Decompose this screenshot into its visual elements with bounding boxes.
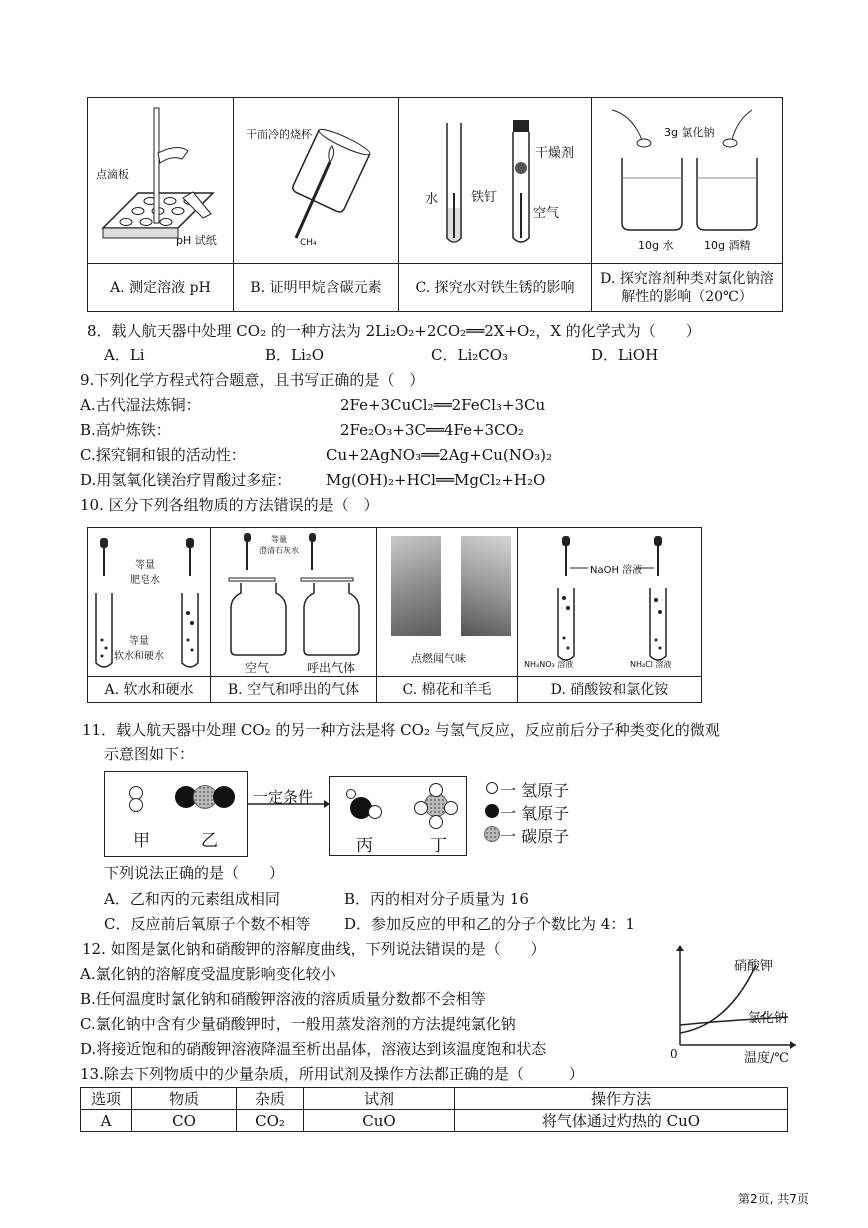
reactants-box <box>104 771 248 857</box>
q11-option-d: D．参加反应的甲和乙的分子个数比为 4：1 <box>344 915 635 933</box>
q12-stem: 12. 如图是氯化钠和硝酸钾的溶解度曲线，下列说法错误的是（ ） <box>82 940 546 958</box>
q13-stem: 13.除去下列物质中的少量杂质，所用试剂及操作方法都正确的是（ ） <box>80 1065 584 1083</box>
iron-rust-illustration <box>399 98 591 263</box>
wool-burning-photo <box>461 536 511 636</box>
table-row <box>81 1110 788 1132</box>
caption-b: B. 证明甲烷含碳元素 <box>234 264 399 312</box>
q10-figure-b <box>211 528 377 677</box>
soft-hard-water-label: 等量 软水和硬水 <box>114 636 164 662</box>
reactant-label-yi: 乙 <box>201 831 218 851</box>
kno3-curve-label: 硝酸钾 <box>734 959 774 974</box>
hydrogen-atom <box>444 801 458 815</box>
oxygen-atom <box>213 786 235 808</box>
q9-d-label: D.用氢氧化镁治疗胃酸过多症： <box>80 471 292 489</box>
air-label-q10: 空气 <box>245 661 270 675</box>
hydrogen-atom <box>429 783 443 797</box>
alcohol-10g-label: 10g 酒精 <box>704 239 751 252</box>
air-label: 空气 <box>533 206 560 221</box>
q10-caption-c: C. 棉花和羊毛 <box>377 677 518 703</box>
q10-figure-table <box>87 527 702 703</box>
q9-b-label: B.高炉炼铁： <box>80 421 171 439</box>
legend-oxygen: 一 氧原子 <box>500 804 570 823</box>
q11-option-c: C．反应前后氧原子个数不相等 <box>104 915 311 933</box>
q10-caption-a: A. 软水和硬水 <box>88 677 211 703</box>
q13-header-option: 选项 <box>81 1088 132 1110</box>
q8-option-c: C．Li₂CO₃ <box>431 346 509 364</box>
q13-cell: A <box>81 1110 132 1132</box>
q11-stem-2: 示意图如下： <box>104 745 195 763</box>
hydrogen-atom <box>129 798 143 812</box>
q9-b-eq: 2Fe₂O₃+3C══4Fe+3CO₂ <box>340 421 524 439</box>
q12-option-c: C.氯化钠中含有少量硝酸钾时，一般用蒸发溶剂的方法提纯氯化钠 <box>80 1015 516 1033</box>
q10-caption-d: D. 硝酸铵和氯化铵 <box>518 677 702 703</box>
q9-d-eq: Mg(OH)₂+HCl══MgCl₂+H₂O <box>326 471 546 489</box>
q11-option-b: B．丙的相对分子质量为 16 <box>344 890 529 908</box>
nail-label: 铁钉 <box>471 190 498 205</box>
condition-label: 一定条件 <box>253 788 314 806</box>
q13-cell: CO₂ <box>237 1110 304 1132</box>
ch4-label: CH₄ <box>300 238 317 248</box>
q12-option-a: A.氯化钠的溶解度受温度影响变化较小 <box>80 965 336 983</box>
q13-cell: 将气体通过灼热的 CuO <box>455 1110 788 1132</box>
potassium-nitrate-curve <box>680 965 756 1033</box>
reactant-label-jia: 甲 <box>133 831 150 851</box>
salt-label: 3g 氯化钠 <box>664 126 715 139</box>
q10-figure-a <box>88 528 211 677</box>
hydrogen-atom <box>429 815 443 829</box>
smell-label: 点燃闻气味 <box>411 652 466 665</box>
solubility-graph <box>668 945 798 1065</box>
desiccant-label: 干燥剂 <box>535 146 575 161</box>
q12-option-d: D.将接近饱和的硝酸钾溶液降温至析出晶体，溶液达到该温度饱和状态 <box>80 1040 547 1058</box>
breath-label: 呼出气体 <box>307 661 356 675</box>
page-number: 第2页, 共7页 <box>738 1192 809 1206</box>
q11-question: 下列说法正确的是（ ） <box>104 864 285 882</box>
x-axis-label: 温度/℃ <box>744 1051 789 1066</box>
hydrogen-atom <box>346 789 356 799</box>
legend-carbon: 一 碳原子 <box>500 827 570 846</box>
oxygen-legend-icon <box>485 804 499 818</box>
nh4cl-label: NH₄Cl 溶液 <box>630 660 672 669</box>
q13-header-impurity: 杂质 <box>237 1088 304 1110</box>
water-label: 水 <box>425 192 439 207</box>
hydrogen-atom <box>414 801 428 815</box>
q9-a-label: A.古代湿法炼铜： <box>80 396 201 414</box>
caption-c: C. 探究水对铁生锈的影响 <box>399 264 592 312</box>
q12-option-b: B.任何温度时氯化钠和硝酸钾溶液的溶质质量分数都不会相等 <box>80 990 486 1008</box>
nh4no3-label: NH₄NO₃ 溶液 <box>524 660 574 669</box>
legend-hydrogen: 一 氢原子 <box>500 781 570 800</box>
q13-cell: CuO <box>304 1110 455 1132</box>
q10-caption-b: B. 空气和呼出的气体 <box>211 677 377 703</box>
q8-stem: 8．载人航天器中处理 CO₂ 的一种方法为 2Li₂O₂+2CO₂══2X+O₂，X 的化学式为（ ） <box>87 322 701 340</box>
q10-figure-c <box>377 528 518 677</box>
q8-option-a: A．Li <box>104 346 145 364</box>
q13-header-substance: 物质 <box>132 1088 237 1110</box>
beaker-label: 干而冷的烧杯 <box>246 128 312 141</box>
product-label-ding: 丁 <box>430 836 447 856</box>
naoh-label: NaOH 溶液 <box>590 565 643 576</box>
ph-paper-label: pH 试纸 <box>176 234 217 247</box>
origin-label: 0 <box>670 1047 678 1061</box>
water-10g-label: 10g 水 <box>638 239 674 252</box>
hydrogen-legend-icon <box>486 782 498 794</box>
q8-option-d: D．LiOH <box>591 346 659 364</box>
limewater-label: 等量 澄清石灰水 <box>259 535 299 555</box>
nacl-curve-label: 氯化钠 <box>748 1011 788 1026</box>
product-label-bing: 丙 <box>356 836 373 856</box>
q7-figure-d <box>592 98 783 264</box>
q9-c-label: C.探究铜和银的活动性： <box>80 446 246 464</box>
q9-c-eq: Cu+2AgNO₃══2Ag+Cu(NO₃)₂ <box>326 446 553 464</box>
q7-figure-table <box>87 97 783 312</box>
q13-header-reagent: 试剂 <box>304 1088 455 1110</box>
q7-figure-a <box>88 98 234 264</box>
plate-label: 点滴板 <box>96 168 129 181</box>
products-box <box>329 776 467 856</box>
caption-d: D. 探究溶剂种类对氯化钠溶解性的影响（20℃） <box>592 264 783 312</box>
naoh-test-illustration <box>518 528 701 676</box>
q10-figure-d <box>518 528 702 677</box>
q13-cell: CO <box>132 1110 237 1132</box>
caption-a: A. 测定溶液 pH <box>88 264 234 312</box>
q9-stem: 9.下列化学方程式符合题意，且书写正确的是（ ） <box>80 371 425 389</box>
q13-header-method: 操作方法 <box>455 1088 788 1110</box>
solubility-illustration <box>592 98 782 263</box>
carbon-legend-icon <box>484 826 500 842</box>
atom-legend <box>486 780 596 852</box>
q7-figure-c <box>399 98 592 264</box>
soap-label: 等量 肥皂水 <box>130 560 160 586</box>
q8-option-b: B．Li₂O <box>265 346 325 364</box>
q10-stem: 10. 区分下列各组物质的方法错误的是（ ） <box>80 496 379 514</box>
q9-a-eq: 2Fe+3CuCl₂══2FeCl₃+3Cu <box>340 396 546 414</box>
q13-table <box>80 1087 788 1132</box>
q7-figure-b <box>234 98 399 264</box>
q11-option-a: A．乙和丙的元素组成相同 <box>104 890 280 908</box>
cotton-burning-photo <box>391 536 441 636</box>
q11-stem-1: 11．载人航天器中处理 CO₂ 的另一种方法是将 CO₂ 与氢气反应，反应前后分子种类变化的微观 <box>82 721 720 739</box>
hydrogen-atom <box>368 805 382 819</box>
